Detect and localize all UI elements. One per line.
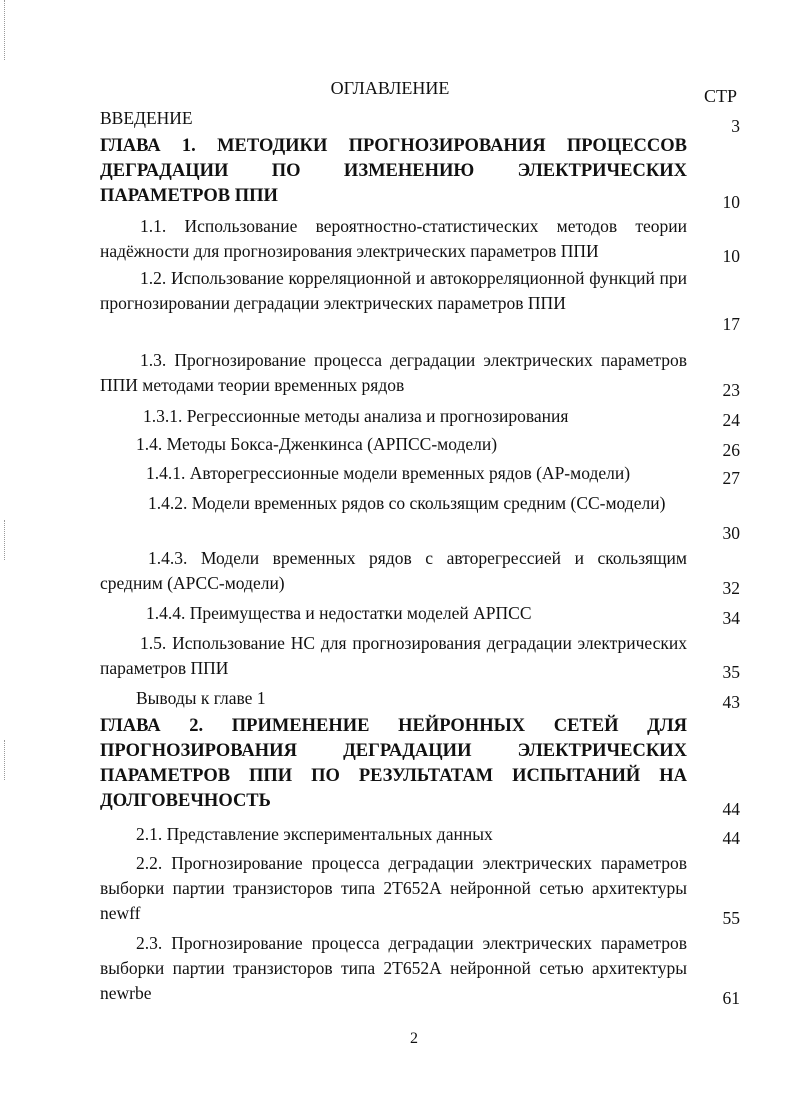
toc-entry: 1.3.1. Регрессионные методы анализа и прогнозирования (143, 406, 569, 426)
toc-chapter: ГЛАВА 1. МЕТОДИКИ ПРОГНОЗИРОВАНИЯ ПРОЦЕССОВ ДЕГРАДАЦИИ ПО ИЗМЕНЕНИЮ ЭЛЕКТРИЧЕСКИХ ПАРАМЕТРОВ ППИ (100, 136, 687, 206)
toc-title: ОГЛАВЛЕНИЕ (330, 78, 450, 98)
toc-entry: 1.4.4. Преимущества и недостатки моделей АРПСС (146, 603, 532, 623)
toc-entry: 2.1. Представление экспериментальных данных (136, 824, 493, 844)
toc-page: 34 (722, 608, 740, 628)
toc-page: 24 (722, 410, 740, 430)
toc-page: 44 (722, 799, 740, 819)
toc-entry: Выводы к главе 1 (136, 688, 266, 708)
toc-page: 27 (722, 468, 740, 488)
toc-entry: 1.4.2. Модели временных рядов со скользящим средним (СС-модели) (148, 493, 666, 513)
page-number: 2 (410, 1030, 418, 1047)
toc-page: 17 (722, 314, 740, 334)
toc-entry: 1.1. Использование вероятностно-статистических методов теории надёжности для прогнозирования электрических параметров ППИ (100, 216, 687, 261)
toc-page: 3 (731, 116, 740, 136)
toc-page: 61 (722, 988, 740, 1008)
toc-chapter: ГЛАВА 2. ПРИМЕНЕНИЕ НЕЙРОННЫХ СЕТЕЙ ДЛЯ ПРОГНОЗИРОВАНИЯ ДЕГРАДАЦИИ ЭЛЕКТРИЧЕСКИХ ПАРАМЕТРОВ ППИ ПО РЕЗУЛЬТАТАМ ИСПЫТАНИЙ НА ДОЛГОВЕЧНОСТЬ (100, 716, 687, 811)
toc-page: 55 (722, 908, 740, 928)
toc-page: 10 (722, 192, 740, 212)
toc-entry: 1.4.1. Авторегрессионные модели временных рядов (АР-модели) (146, 463, 631, 483)
scan-margin-marks (4, 740, 15, 780)
toc-page: 32 (722, 578, 740, 598)
toc-entry: 1.4. Методы Бокса-Дженкинса (АРПСС-модели) (136, 434, 498, 454)
toc-page: 43 (722, 692, 740, 712)
scan-margin-marks (4, 520, 15, 560)
page-column-header: СТР (704, 86, 738, 106)
toc-entry: ВВЕДЕНИЕ (100, 108, 193, 128)
toc-page: 30 (722, 523, 740, 543)
scan-margin-marks (4, 0, 15, 60)
toc-entry: 1.3. Прогнозирование процесса деградации электрических параметров ППИ методами теории временных рядов (100, 350, 687, 395)
toc-page: 23 (722, 380, 740, 400)
toc-page: 35 (722, 662, 740, 682)
toc-entry: 1.4.3. Модели временных рядов с авторегрессией и скользящим средним (АРСС-модели) (100, 548, 687, 593)
toc-entry: 1.5. Использование НС для прогнозирования деградации электрических параметров ППИ (100, 633, 687, 678)
toc-entry: 2.3. Прогнозирование процесса деградации электрических параметров выборки партии транзисторов типа 2Т652А нейронной сетью архитектуры newrbe (100, 933, 687, 1003)
toc-entry: 2.2. Прогнозирование процесса деградации электрических параметров выборки партии транзисторов типа 2Т652А нейронной сетью архитектуры newff (100, 853, 687, 923)
toc-page: 26 (722, 440, 740, 460)
toc-page: 10 (722, 246, 740, 266)
toc-page: 44 (722, 828, 740, 848)
toc-entry: 1.2. Использование корреляционной и автокорреляционной функций при прогнозировании деградации электрических параметров ППИ (100, 268, 687, 313)
